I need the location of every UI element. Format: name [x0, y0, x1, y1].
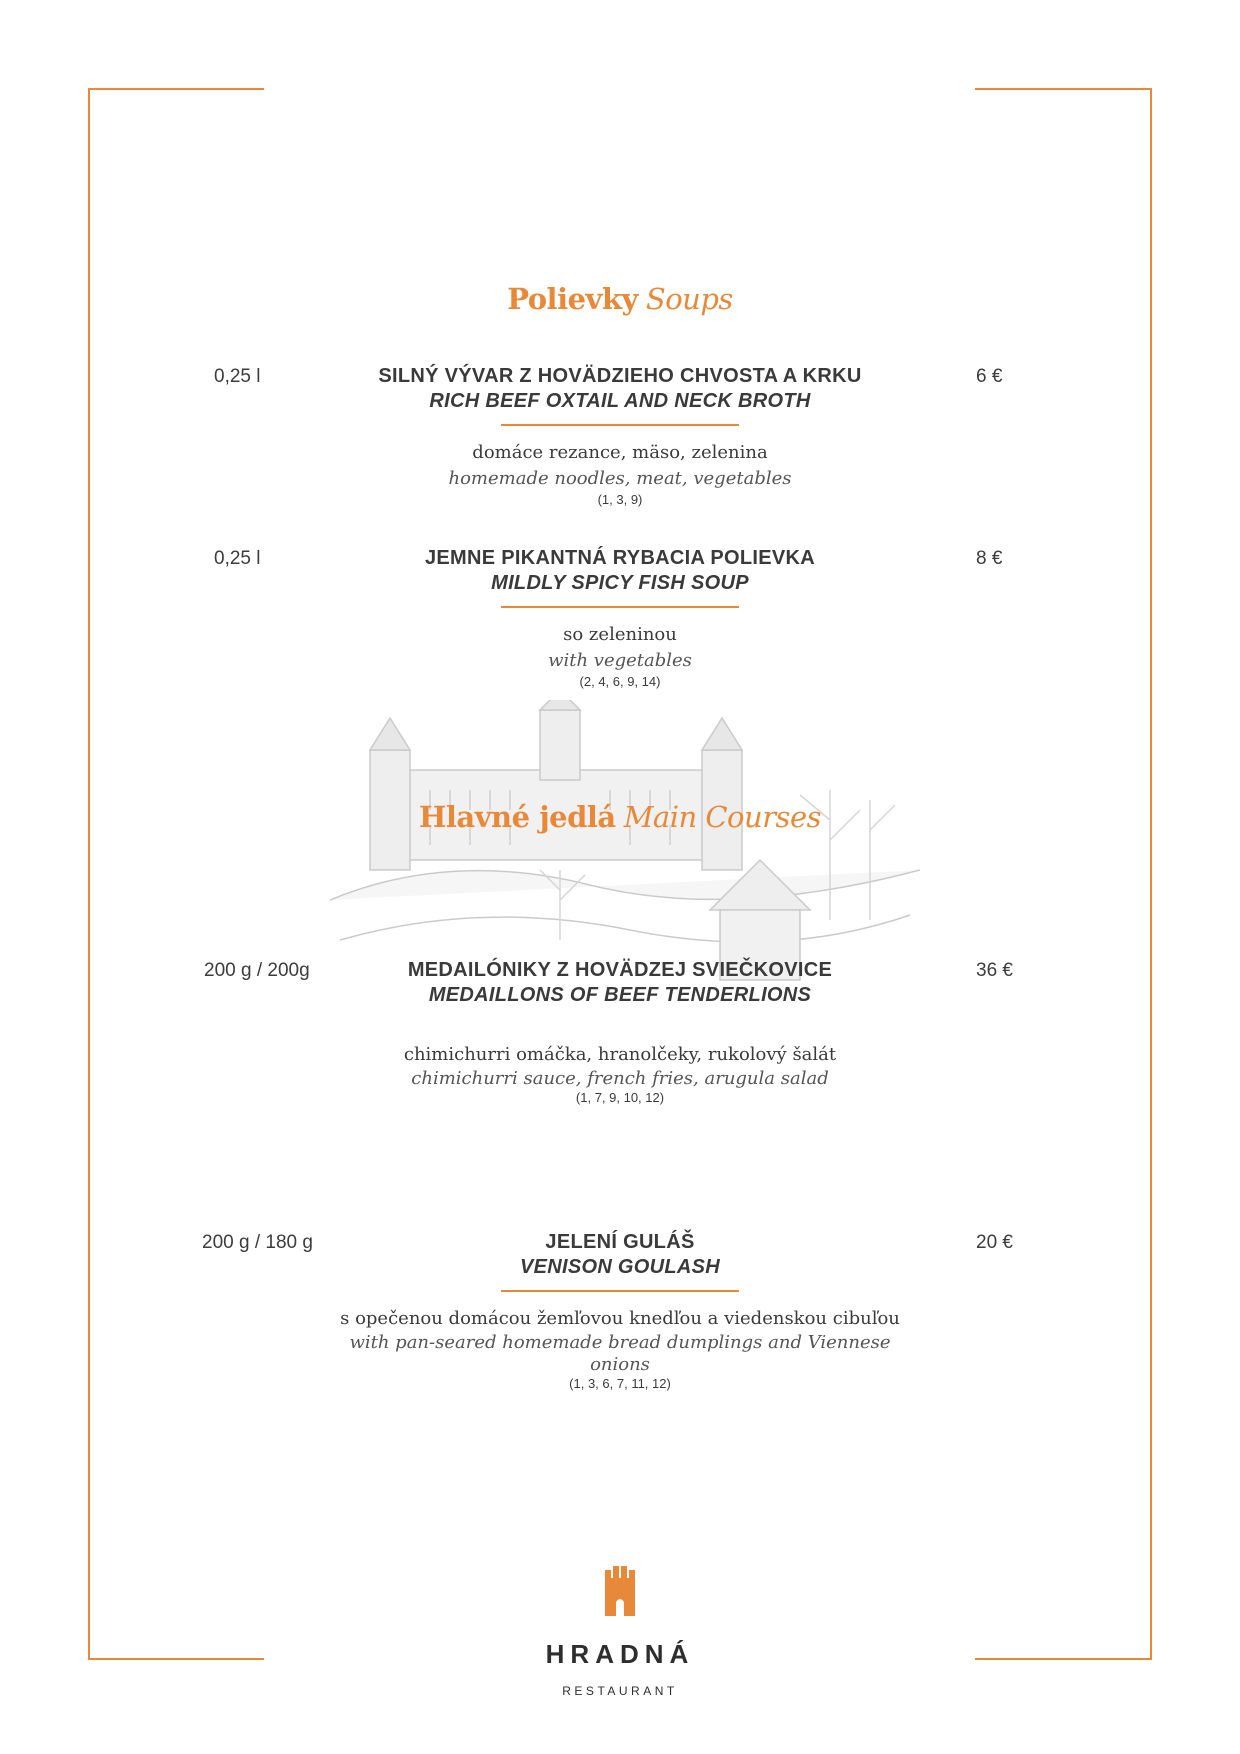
item-name-en: VENISON GOULASH [519, 1256, 721, 1278]
section-title-main-courses [0, 800, 1240, 834]
section-title-sk: Hlavné jedlá [419, 800, 616, 834]
item-divider [501, 1290, 739, 1292]
item-name-sk: MEDAILÓNIKY Z HOVÄDZEJ SVIEČKOVICE [407, 959, 833, 981]
item-price: 6 € [976, 366, 1003, 387]
section-title-soups [0, 282, 1240, 316]
menu-item-oxtail-broth [320, 364, 920, 508]
item-description-en: homemade noodles, meat, vegetables [448, 468, 792, 489]
item-description-sk: chimichurri omáčka, hranolčeky, rukolový šalát [403, 1044, 837, 1065]
brand-subtitle: RESTAURANT [562, 1684, 678, 1698]
item-divider [501, 424, 739, 426]
frame-top-left [88, 88, 264, 90]
menu-item-beef-medallions [320, 958, 920, 1106]
item-quantity: 0,25 l [214, 366, 261, 387]
frame-top-right [975, 88, 1152, 90]
item-name-sk: JEMNE PIKANTNÁ RYBACIA POLIEVKA [424, 547, 816, 569]
item-name-en: MEDAILLONS OF BEEF TENDERLIONS [428, 984, 812, 1006]
item-allergens: (2, 4, 6, 9, 14) [579, 674, 661, 689]
item-description-sk: s opečenou domácou žemľovou knedľou a viedenskou cibuľou [340, 1308, 900, 1329]
frame-right [1150, 88, 1152, 1660]
item-name-sk: SILNÝ VÝVAR Z HOVÄDZIEHO CHVOSTA A KRKU [378, 365, 862, 387]
item-description-en: with vegetables [548, 650, 692, 671]
item-price: 8 € [976, 548, 1003, 569]
section-title-sk: Polievky [507, 282, 638, 316]
castle-towers-icon [605, 1566, 635, 1616]
item-name-sk: JELENÍ GULÁŠ [545, 1231, 695, 1253]
item-description-sk: so zeleninou [563, 624, 677, 645]
item-allergens: (1, 3, 9) [597, 492, 643, 507]
item-allergens: (1, 7, 9, 10, 12) [575, 1090, 665, 1105]
menu-item-venison-goulash [320, 1230, 920, 1392]
item-quantity: 200 g / 200g [204, 960, 310, 981]
item-description-sk: domáce rezance, mäso, zelenina [472, 442, 768, 463]
section-title-en: Main Courses [623, 800, 821, 834]
item-description-en: chimichurri sauce, french fries, arugula salad [411, 1068, 829, 1089]
item-quantity: 0,25 l [214, 548, 261, 569]
item-price: 36 € [976, 960, 1013, 981]
item-divider [501, 606, 739, 608]
brand-name: HRADNÁ [545, 1639, 695, 1669]
item-name-en: MILDLY SPICY FISH SOUP [491, 572, 749, 594]
frame-left [88, 88, 90, 1660]
item-allergens: (1, 3, 6, 7, 11, 12) [569, 1376, 671, 1391]
item-name-en: RICH BEEF OXTAIL AND NECK BROTH [429, 390, 811, 412]
item-quantity: 200 g / 180 g [202, 1232, 313, 1253]
section-title-en: Soups [645, 282, 733, 316]
item-description-en: with pan-seared homemade bread dumplings and Viennese onions [349, 1332, 891, 1375]
menu-item-fish-soup [320, 546, 920, 690]
item-price: 20 € [976, 1232, 1013, 1253]
